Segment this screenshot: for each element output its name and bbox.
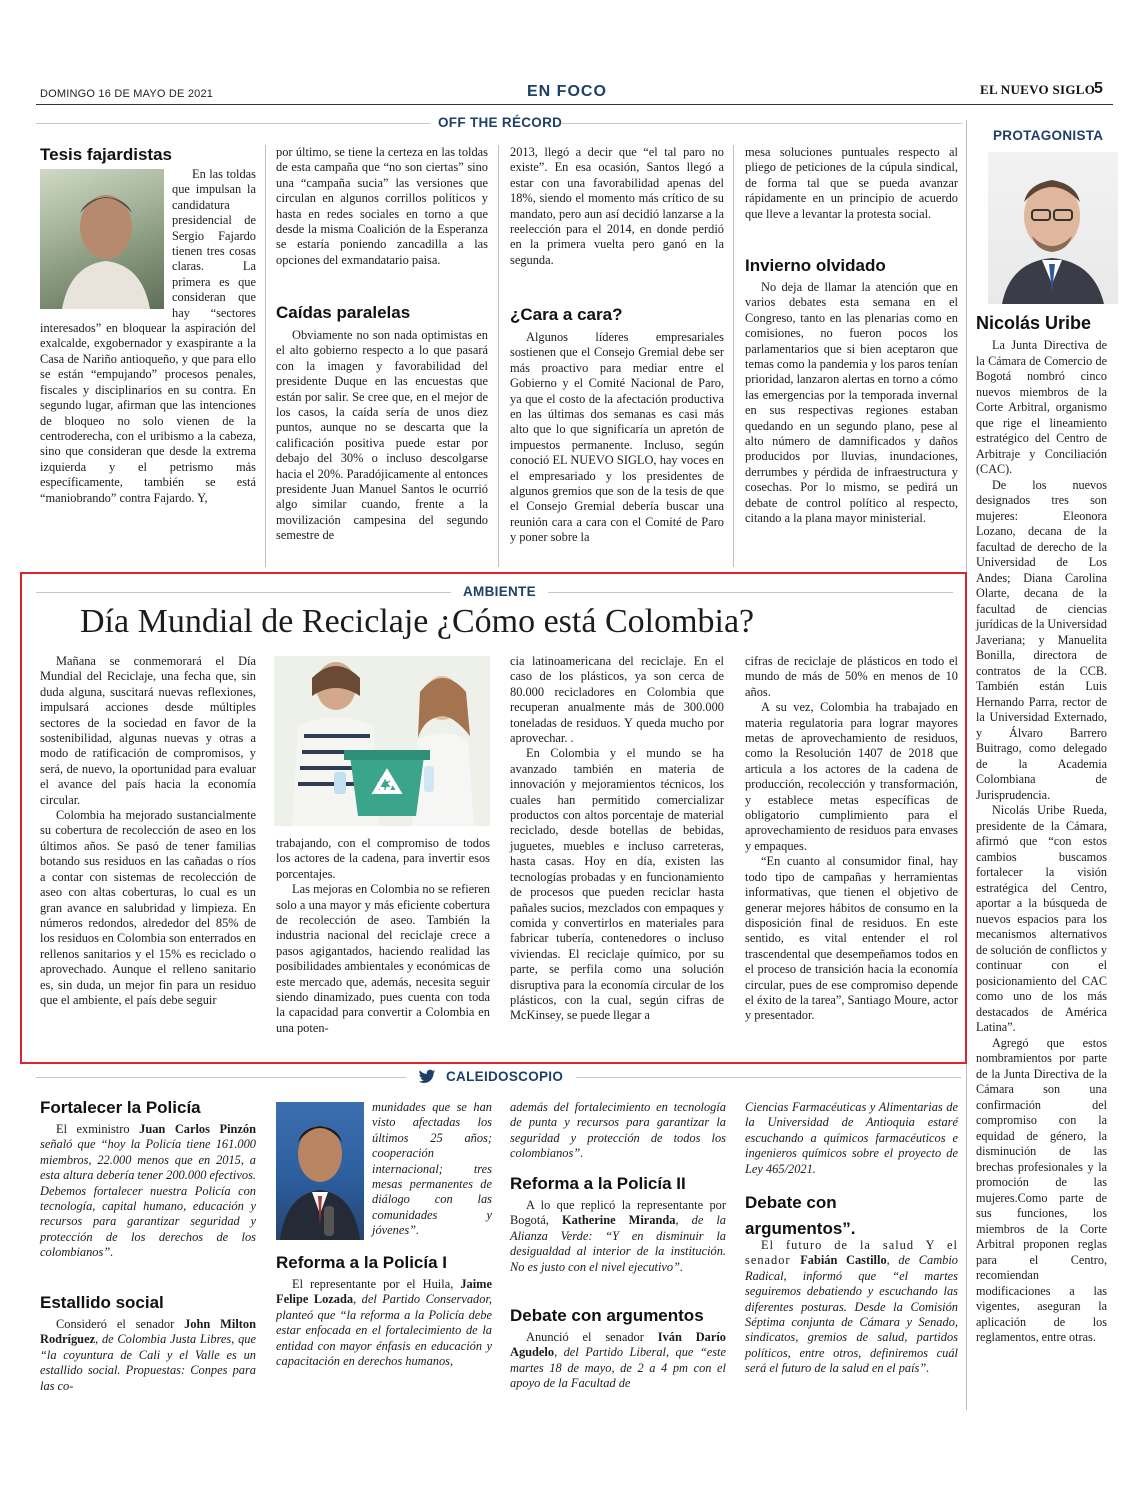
fortalecer-body: El exministro Juan Carlos Pinzón señaló que “hoy la Policía tiene 161.000 miembros, 22.000 menos que en 2015, a esta altura debería tener 200.000 efectivos. Debemos fortalecer nuestra Policía con tecnología, capital humano, educación y recursos para garantizar seguridad y protección de los derechos de los colombianos”. bbox=[40, 1122, 256, 1260]
debate2-title: Debate con argumentos”. bbox=[745, 1193, 856, 1238]
tesis-title: Tesis fajardistas bbox=[40, 145, 172, 164]
debate1-title: Debate con argumentos bbox=[510, 1306, 704, 1325]
header-rule bbox=[36, 104, 1113, 105]
page-date: DOMINGO 16 DE MAYO DE 2021 bbox=[40, 88, 214, 100]
off-record-tag: OFF THE RÉCORD bbox=[438, 115, 563, 130]
protagonista-body: La Junta Directiva de la Cámara de Comercio de Bogotá nombró cinco nuevos miembros de la Corte Arbitral, organismo que rige el lineamiento estratégico del Centro de Arbitraje y Conciliación (CAC). De los nuevos designados tres son mujeres: Eleonora Lozano, decana de la facultad de derecho de la Universidad de Los Andes; Diana Carolina Olarte, decana de la facultad de ciencias jurídicas de la Universidad Javeriana; y Manuelita Bonilla, directora de contratos de la CCB. También están Luis Hernando Parra, rector de la Universidad Externado, y Álvaro Barrero Buitrago, como delegado de la Academia Colombiana de Jurisprudencia. Nicolás Uribe Rueda, presidente de la Cámara, afirmó que “con estos cambios buscamos fortalecer la visión estratégica del Centro, aportar a la búsqueda de nuevos espacios para los mecanismos alternativos de solución de conflictos y continuar con el posicionamiento del CAC como uno de los más destacados de América Latina”. Agregó que estos nombramientos por parte de la Junta Directiva de la Cámara son una confirmación del compromiso con la equidad de género, la disminución de las brechas profesionales y la promoción de las mujeres.Como parte de sus funciones, los miembros de la Corte Arbitral proponen reglas para el Centro, recomiendan modificaciones a las vigentes, aseguran la aplicación de los reglamentos, entre otras. bbox=[976, 338, 1107, 1344]
col-divider bbox=[733, 145, 734, 567]
estallido-title: Estallido social bbox=[40, 1293, 164, 1312]
ambiente-col1: Mañana se conmemorará el Día Mundial del Reciclaje, una fecha que, sin duda alguna, suscitará nuevas reflexiones, impulsará acciones desde múltiples sectores de la sociedad en favor de la sostenibilidad, algunas nuevas y otras a modo de ratificación de compromisos, y será, de nuevo, la oportunidad para evaluar el avance del país hacia la economía circular. Colombia ha mejorado sustancialmente su cobertura de recolección de aseo en los últimos años. Se pasó de tener familias botando sus residuos en las cañadas o ríos a contar con sistemas de recolección de aseo con altas coberturas, lo cual es un gran avance en salubridad y limpieza. En números redondos, alrededor del 85% de los residuos en Colombia son enterrados en rellenos sanitarios y el 15% es reciclado o aprovechado. Aunque el relleno sanitario es, sin duda, un mejor fin para un residuo que el ambiente, el país debe seguir bbox=[40, 654, 256, 1007]
protagonista-name: Nicolás Uribe bbox=[976, 313, 1092, 333]
invierno-title: Invierno olvidado bbox=[745, 256, 886, 275]
reforma1-body: El representante por el Huila, Jaime Felipe Lozada, del Partido Conservador, planteó que “la reforma a la Policía debe estar enfocada en el fortalecimiento de la entidad con mayor énfasis en educación y capacitación en derechos humanos, bbox=[276, 1277, 492, 1369]
reforma2-title: Reforma a la Policía II bbox=[510, 1174, 686, 1193]
reforma2-body: A lo que replicó la representante por Bogotá, Katherine Miranda, de la Alianza Verde: “Y en disminuir la desigualdad al interior de la institución. No es justo con el nivel ejecutivo”. bbox=[510, 1198, 726, 1274]
ambiente-col2: trabajando, con el compromiso de todos los actores de la cadena, para invertir esos porcentajes. Las mejoras en Colombia no se refieren solo a una mayor y más eficiente cobertura de recolección de aseo. También la industria nacional del reciclaje crece a pasos agigantados, haciendo realidad las posibilidades ambientales y económicas de este mercado que, además, necesita seguir siendo dinamizado, pues cuenta con toda la capacidad para convertir a Colombia en una poten- bbox=[276, 836, 490, 1035]
debate2-body: El futuro de la salud Y el senador Fabián Castillo, de Cambio Radical, informó que “el martes seguiremos debatiendo y escuchando las diferentes posturas. Desde la Comisión Séptima conjunta de Cámara y Senado, sindicatos, gremios de salud, partidos políticos, entre otros, definiremos cuál será el futuro de la salud en el país”. bbox=[745, 1238, 958, 1376]
recycle-symbol-icon: ♻ bbox=[375, 772, 395, 797]
recycling-photo bbox=[274, 656, 490, 826]
tesis-body: En las toldas que impulsan la candidatura presidencial de Sergio Fajardo tienen tres cosas claras. La primera es que consideran que hay “sectores interesados” en bloquear la aspiración del exalcalde, exgobernador y exaspirante a la Casa de Nariño antioqueño, y que para ello se están “empujando” procesos penales, fiscales y disciplinarios en su contra. En segundo lugar, afirman que las intenciones de bloqueo no solo vienen de la centroderecha, con el uribismo a la cabeza, sino que consideran que desde la extrema izquierda y el petrismo más específicamente, también se está “maniobrando” contra Fajardo. Y, bbox=[40, 167, 256, 505]
col-divider bbox=[498, 145, 499, 567]
reforma1-title: Reforma a la Policía I bbox=[276, 1253, 448, 1272]
off-record-rule-right bbox=[562, 123, 962, 124]
protagonista-tag: PROTAGONISTA bbox=[993, 128, 1104, 143]
ambiente-rule-right bbox=[548, 592, 953, 593]
fortalecer-title: Fortalecer la Policía bbox=[40, 1098, 201, 1117]
newspaper-name: EL NUEVO SIGLO bbox=[980, 82, 1096, 97]
off-record-col3-text: 2013, llegó a decir que “el tal paro no existe”. En esa ocasión, Santos llegó a estar con una favorabilidad apenas del 18%, siendo el momento más crítico de su mandato, pero aun así decidió lanzarse a la reelección para el 2014, en donde perdió en la primera vuelta pero ganó en la segunda. bbox=[510, 145, 724, 267]
invierno-body: No deja de llamar la atención que en varios debates esta semana en el Congreso, tanto en las plenarias como en comisiones, no fueron pocos los parlamentarios que si bien aceptaron que temas como la pandemia y los paros tenían prioridad, lanzaron alertas en torno a cómo las emergencias por la temporada invernal en sus respectivas regiones estaban quedando en un segundo plano, pese al alto número de damnificados y daños producidos por lluvias, inundaciones, derrumbes y pérdida de infraestructura y cosechas. Por lo mismo, se pedirá un debate de control político al respecto, citando a la plana mayor ministerial. bbox=[745, 280, 958, 526]
cara-body: Algunos líderes empresariales sostienen que el Consejo Gremial debe ser más proactivo para mediar entre el Gobierno y el Comité Nacional de Paro, ya que el costo de la afectación productiva en las últimas dos semanas es casi más alto que lo que significaría un apretón de impuestos permanente. Incluso, según conoció EL NUEVO SIGLO, hay voces en el empresariado y los presidentes de algunos gremios que son de la tesis de que el Consejo Gremial debería buscar una reunión cara a cara con el Comité de Paro y poner sobre la bbox=[510, 330, 724, 545]
cara-title: ¿Cara a cara? bbox=[510, 305, 623, 324]
page-number: 5 bbox=[1094, 80, 1103, 97]
caleidoscopio-rule-left bbox=[36, 1077, 406, 1078]
caleidoscopio-col4-text: Ciencias Farmacéuticas y Alimentarias de la Universidad de Antioquia estaré escuchando a químicos farmacéuticos e ingenieros químicos sobre el proyecto de Ley 465/2021. bbox=[745, 1100, 958, 1176]
caleidoscopio-col3-text: además del fortalecimiento en tecnología de punta y recursos para garantizar la seguridad y protección de todos los colombianos”. bbox=[510, 1100, 726, 1161]
off-record-rule-left bbox=[36, 123, 430, 124]
ambiente-headline: Día Mundial de Reciclaje ¿Cómo está Colombia? bbox=[80, 603, 755, 640]
debate1-body: Anunció el senador Iván Darío Agudelo, del Partido Liberal, que “este martes 18 de mayo, de 2 a 4 pm con el apoyo de la Facultad de bbox=[510, 1330, 726, 1391]
ambiente-col4: cifras de reciclaje de plásticos en todo el mundo de más de 50% en menos de 10 años. A su vez, Colombia ha trabajado en materia regulatoria para lograr mayores metas de aprovechamiento de residuos, como la Resolución 1407 de 2018 que articula a los actores de la cadena de producción, recolección y transformación, y establece metas específicas de obligatorio cumplimiento para el aprovechamiento de residuos para envases y empaques. “En cuanto al consumidor final, hay todo tipo de campañas y herramientas informativas, que tienen el objetivo de generar mejores hábitos de consumo en la disposición final de residuos. En este sentido, es vital entender el rol trascendental que desempeñamos todos en el proceso de transición hacia la economía circular, pues de ese compromiso depende el éxito de la tarea”, Santiago Moure, actor y presentador. bbox=[745, 654, 958, 1023]
caidas-title: Caídas paralelas bbox=[276, 303, 411, 322]
estallido-body: Consideró el senador John Milton Rodríguez, de Colombia Justa Libres, que “la coyuntura de Cali y el Valle es un estallido social. Propuestas: Conpes para las co- bbox=[40, 1317, 256, 1393]
section-title: EN FOCO bbox=[527, 83, 607, 100]
off-record-col4-text: mesa soluciones puntuales respecto al pliego de peticiones de la cúpula sindical, de forma tal que se pueda avanzar rápidamente en un principio de acuerdo que lleve a levantar la protesta social. bbox=[745, 145, 958, 221]
ambiente-rule-left bbox=[36, 592, 451, 593]
twitter-bird-icon bbox=[418, 1069, 436, 1085]
uribe-photo bbox=[988, 152, 1118, 304]
col-divider bbox=[265, 145, 266, 567]
caleidoscopio-rule-right bbox=[576, 1077, 961, 1078]
pinzon-photo bbox=[276, 1102, 364, 1240]
caleidoscopio-col2-text: munidades que se han visto afectadas los últimos 25 años; cooperación internacional; tres mesas permanentes de diálogo con las comunidades y jóvenes”. bbox=[372, 1100, 492, 1238]
off-record-col2-text: por último, se tiene la certeza en las toldas de esta campaña que “no son ciertas” sino una “campaña sucia” las versiones que circulan en algunos corrillos políticos y hasta en redes sociales en torno a que desde la misma Coalición de la Esperanza se estaría poniendo zancadilla a las opciones del exmandatario paisa. bbox=[276, 145, 488, 267]
ambiente-col3: cia latinoamericana del reciclaje. En el caso de los plásticos, ya son cerca de 80.000 recicladores en Colombia que recuperan anualmente más de 300.000 toneladas de residuos. Y queda mucho por aprovechar. . En Colombia y el mundo se ha avanzado también en materia de innovación y mejoramientos técnicos, los cuales han permitido comercializar productos con altos porcentaje de material reciclado, desde botellas de bebidas, juguetes, muebles e incluso carreteras, hasta casas. Hoy en día, existen las tecnologías probadas y en funcionamiento de procesos que pueden reciclar hasta pañales sucios, mezclados con empaques y comida y convertirlos en materiales para fabricar tubería, contenedores o incluso viviendas. El reciclaje químico, por su parte, se perfila como una solución disruptiva para la economía circular de los plásticos, con la cual, según cifras de McKinsey, se puede llegar a bbox=[510, 654, 724, 1023]
caleidoscopio-tag: CALEIDOSCOPIO bbox=[446, 1069, 564, 1084]
ambiente-tag: AMBIENTE bbox=[463, 584, 536, 599]
caidas-body: Obviamente no son nada optimistas en el alto gobierno respecto a lo que pasará con la imagen y favorabilidad del presidente Duque en las encuestas que están por salir. Se cree que, en el mejor de los casos, la caída sería de unos diez puntos, aunque no se descarta que la calificación positiva puede estar por debajo del 30% o incluso descolgarse hacia el 20%. Paradójicamente al entonces presidente Juan Manuel Santos le ocurrió algo similar cuando, frente a la movilización campesina del segundo semestre de bbox=[276, 328, 488, 543]
